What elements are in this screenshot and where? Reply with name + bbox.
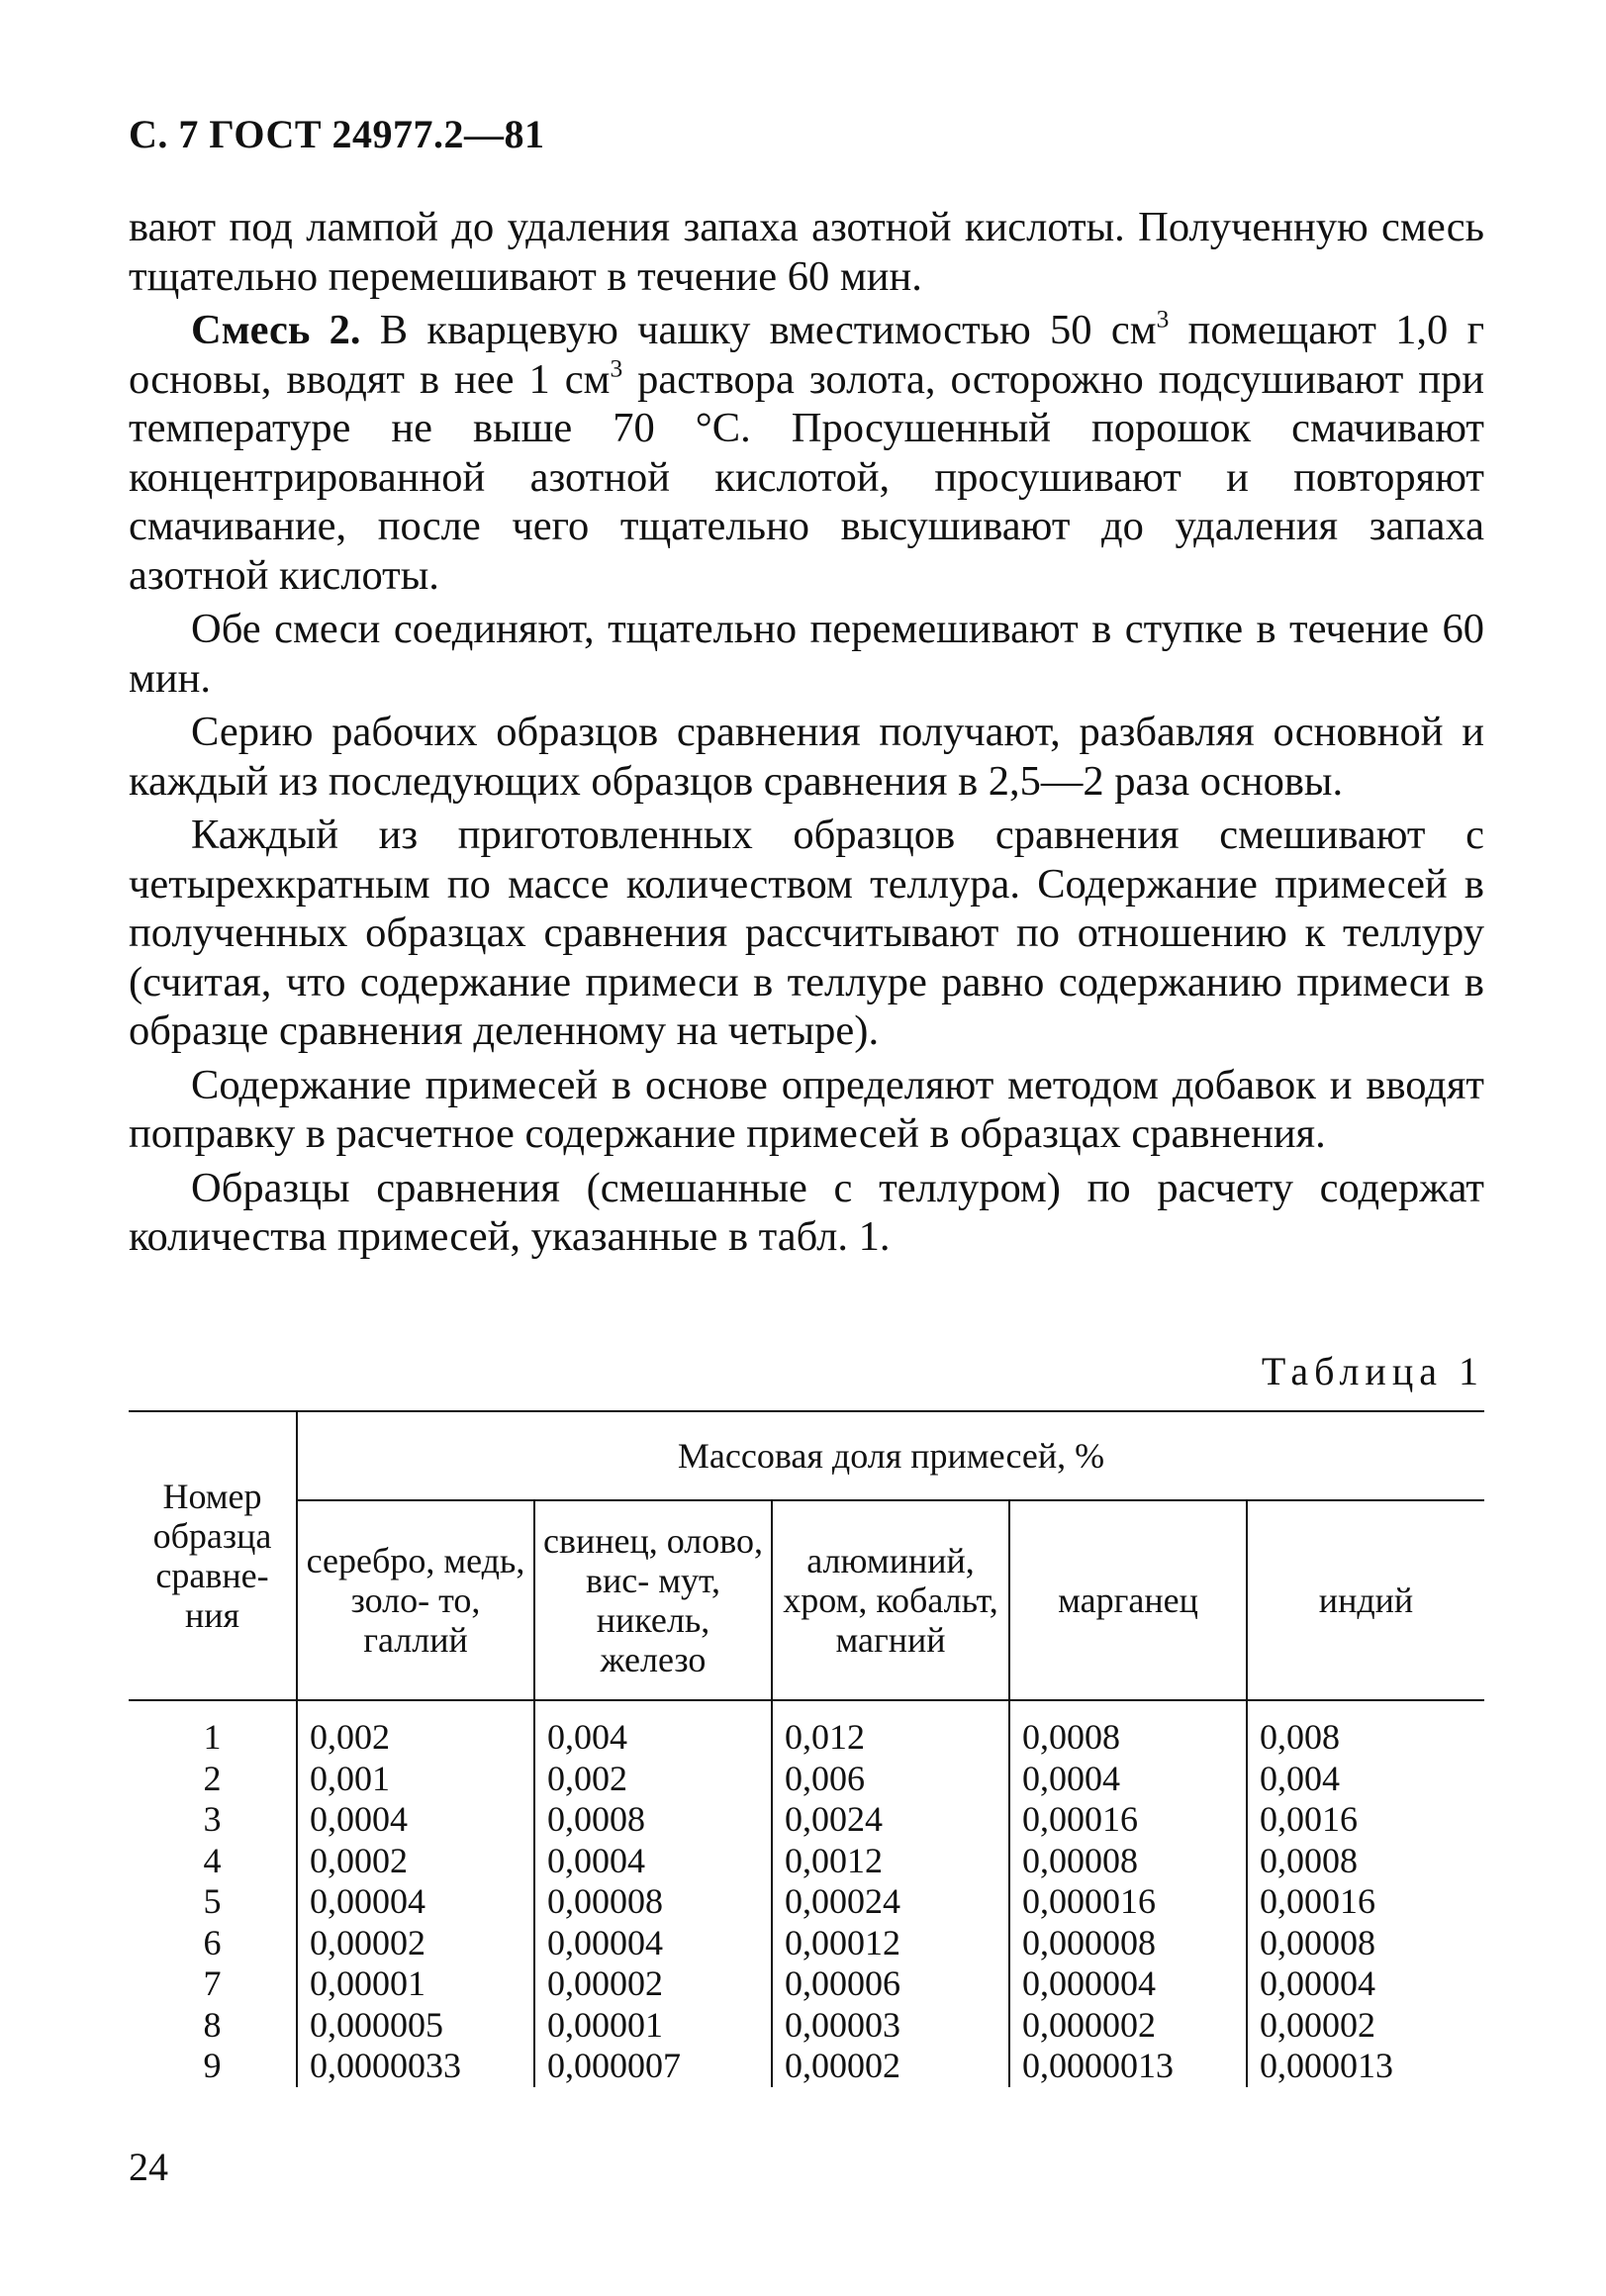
sample-number-cell: 9	[203, 2046, 222, 2085]
mass-fraction-cell: 0,006	[772, 1759, 1009, 1800]
mass-fraction-cell: 0,0004	[297, 1799, 534, 1841]
paragraph-1: вают под лампой до удаления запаха азотной кислоты. Полученную смесь тщательно перемешивают в течение 60 мин.	[129, 204, 1484, 300]
mass-fraction-cell: 0,00003	[772, 2005, 1009, 2047]
paragraph-2-text-a: В кварцевую чашку вместимостью 50 см	[360, 307, 1157, 353]
paragraph-2	[129, 306, 1484, 600]
table-row	[129, 1700, 1484, 1759]
paragraph-4: Серию рабочих образцов сравнения получают, разбавляя основной и каждый из последующих образцов сравнения в 2,5—2 раза основы.	[129, 709, 1484, 805]
mass-fraction-cell: 0,00016	[1009, 1799, 1247, 1841]
mass-fraction-cell: 0,000016	[1009, 1881, 1247, 1923]
column-header-manganese: марганец	[1009, 1500, 1247, 1700]
mass-fraction-cell: 0,00004	[297, 1881, 534, 1923]
mass-fraction-cell: 0,0002	[297, 1841, 534, 1882]
mass-fraction-cell: 0,002	[534, 1759, 772, 1800]
mass-fraction-cell: 0,0012	[772, 1841, 1009, 1882]
sample-number-cell: 4	[203, 1840, 222, 1880]
column-header-aluminum-chromium-cobalt-magnesium: алюминий, хром, кобальт, магний	[772, 1500, 1009, 1700]
sample-number-cell: 1	[203, 1717, 222, 1757]
table-row	[129, 1881, 1484, 1923]
table-row	[129, 1923, 1484, 1964]
page-number: 24	[129, 2145, 168, 2189]
mass-fraction-cell: 0,001	[297, 1759, 534, 1800]
mass-fraction-cell: 0,0024	[772, 1799, 1009, 1841]
superscript-cube-2: 3	[610, 352, 623, 382]
impurities-table	[129, 1410, 1484, 2087]
mass-fraction-cell: 0,00008	[534, 1881, 772, 1923]
paragraph-3: Обе смеси соединяют, тщательно перемешивают в ступке в течение 60 мин.	[129, 606, 1484, 702]
mass-fraction-cell: 0,00024	[772, 1881, 1009, 1923]
paragraph-6: Содержание примесей в основе определяют методом добавок и вводят поправку в расчетное содержание примесей в образцах сравнения.	[129, 1061, 1484, 1157]
paragraph-2-text-b: помещают 1,0 г основы, вводят в нее 1 см	[129, 307, 1484, 403]
body-text	[129, 203, 1484, 1267]
mass-fraction-cell: 0,000008	[1009, 1923, 1247, 1964]
mass-fraction-cell: 0,0000013	[1009, 2046, 1247, 2087]
column-header-silver-copper-gold-gallium: серебро, медь, золо- то, галлий	[297, 1500, 534, 1700]
mass-fraction-cell: 0,000005	[297, 2005, 534, 2047]
mass-fraction-cell: 0,000004	[1009, 1963, 1247, 2005]
paragraph-7: Образцы сравнения (смешанные с теллуром) по расчету содержат количества примесей, указанные в табл. 1.	[129, 1164, 1484, 1260]
mass-fraction-cell: 0,0008	[1247, 1841, 1484, 1882]
mass-fraction-cell: 0,00002	[1247, 2005, 1484, 2047]
mass-fraction-cell: 0,002	[297, 1700, 534, 1759]
mixture-2-label: Смесь 2.	[191, 307, 361, 353]
sample-number-cell: 5	[203, 1881, 222, 1921]
table-row	[129, 1799, 1484, 1841]
mass-fraction-cell: 0,00001	[534, 2005, 772, 2047]
table-row	[129, 1841, 1484, 1882]
page-header: С. 7 ГОСТ 24977.2—81	[129, 112, 545, 156]
paragraph-5: Каждый из приготовленных образцов сравнения смешивают с четырехкратным по массе количеством теллура. Содержание примесей в полученных образцах сравнения рассчитывают по отношению к теллуру (считая, что содержание примеси в теллуре равно содержанию примеси в образце сравнения деленному на четыре).	[129, 812, 1484, 1054]
table-body	[129, 1700, 1484, 2087]
table-row	[129, 2005, 1484, 2047]
mass-fraction-cell: 0,00008	[1247, 1923, 1484, 1964]
mass-fraction-cell: 0,004	[1247, 1759, 1484, 1800]
column-header-indium: индий	[1247, 1500, 1484, 1700]
paragraph-2-text-c: раствора золота, осторожно подсушивают при температуре не выше 70 °С. Просушенный порошок смачивают концентрированной азотной кислотой, просушивают и повторяют смачивание, после чего тщательно высушивают до удаления запаха азотной кислоты.	[129, 355, 1484, 599]
mass-fraction-cell: 0,00002	[297, 1923, 534, 1964]
column-header-lead-tin-bismuth-nickel-iron: свинец, олово, вис- мут, никель, железо	[534, 1500, 772, 1700]
sample-number-cell: 6	[203, 1922, 222, 1962]
mass-fraction-cell: 0,00001	[297, 1963, 534, 2005]
mass-fraction-cell: 0,00004	[1247, 1963, 1484, 2005]
sample-number-header: Номер образца сравне- ния	[129, 1411, 297, 1700]
mass-fraction-cell: 0,004	[534, 1700, 772, 1759]
mass-fraction-cell: 0,012	[772, 1700, 1009, 1759]
table-row	[129, 2046, 1484, 2087]
mass-fraction-cell: 0,00008	[1009, 1841, 1247, 1882]
table-caption: Таблица 1	[1261, 1349, 1484, 1393]
mass-fraction-cell: 0,0004	[534, 1841, 772, 1882]
mass-fraction-cell: 0,00006	[772, 1963, 1009, 2005]
mass-fraction-cell: 0,000007	[534, 2046, 772, 2087]
mass-fraction-cell: 0,0000033	[297, 2046, 534, 2087]
mass-fraction-cell: 0,0016	[1247, 1799, 1484, 1841]
sample-number-cell: 7	[203, 1963, 222, 2003]
mass-fraction-cell: 0,0008	[534, 1799, 772, 1841]
mass-fraction-cell: 0,00016	[1247, 1881, 1484, 1923]
sample-number-cell: 2	[203, 1758, 222, 1798]
mass-fraction-header: Массовая доля примесей, %	[297, 1411, 1484, 1500]
mass-fraction-cell: 0,0004	[1009, 1759, 1247, 1800]
mass-fraction-cell: 0,000002	[1009, 2005, 1247, 2047]
sample-number-cell: 8	[203, 2004, 222, 2045]
mass-fraction-cell: 0,0008	[1009, 1700, 1247, 1759]
table-row	[129, 1963, 1484, 2005]
superscript-cube-1: 3	[1156, 304, 1170, 334]
table-row	[129, 1759, 1484, 1800]
mass-fraction-cell: 0,00002	[772, 2046, 1009, 2087]
sample-number-cell: 3	[203, 1799, 222, 1839]
mass-fraction-cell: 0,00012	[772, 1923, 1009, 1964]
mass-fraction-cell: 0,000013	[1247, 2046, 1484, 2087]
mass-fraction-cell: 0,008	[1247, 1700, 1484, 1759]
mass-fraction-cell: 0,00004	[534, 1923, 772, 1964]
mass-fraction-cell: 0,00002	[534, 1963, 772, 2005]
